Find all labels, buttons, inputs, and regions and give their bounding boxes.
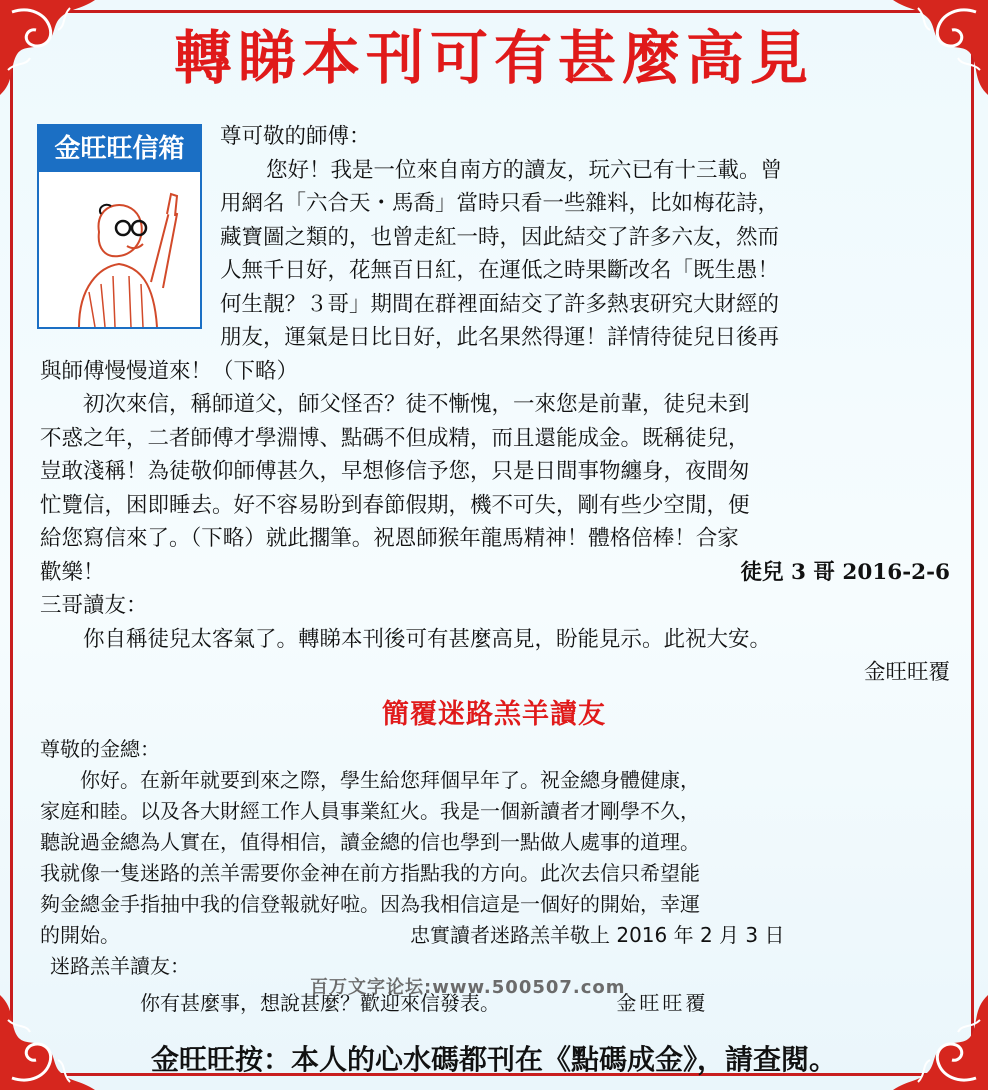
letter-one-line: 人無千日好，花無百日紅，在運低之時果斷改名「既生愚！ [220, 258, 780, 283]
letter-two-signature: 忠實讀者迷路羔羊敬上 2016 年 2 月 3 日 [410, 923, 785, 947]
letter-one-line: 不惑之年，二者師傅才學淵博、點碼不但成精，而且還能成金。既稱徒兒， [40, 425, 750, 451]
reply-one-body: 你自稱徒兒太客氣了。轉睇本刊後可有甚麼高見，盼能見示。此祝大安。 [40, 626, 772, 652]
letter-two-line: 聽說過金總為人實在，值得相信，讀金總的信也學到一點做人處事的道理。 [40, 830, 700, 854]
reply-one-salutation: 三哥讀友： [40, 593, 148, 618]
letter-two-line: 夠金總金手指抽中我的信登報就好啦。因為我相信這是一個好的開始，幸運 [40, 892, 700, 916]
letter-one-line: 藏寶圖之類的，也曾走紅一時，因此結交了許多六友，然而 [220, 224, 780, 250]
letter-one-line: 給您寫信來了。（下略）就此擱筆。祝恩師猴年龍馬精神！體格倍棒！合家 [40, 526, 739, 551]
letter-one [40, 120, 950, 690]
reply-two-signature: 金旺旺覆 [616, 991, 709, 1015]
letter-two-line: 的開始。 [40, 923, 120, 947]
letter-one-signature: 徒兒 3 哥 2016-2-6 [740, 559, 950, 585]
column-label: 金旺旺信箱 [39, 126, 200, 172]
section-subtitle: 簡覆迷路羔羊讀友 [382, 699, 606, 730]
reply-two-salutation: 迷路羔羊讀友： [50, 954, 190, 978]
letter-two-line: 你好。在新年就要到來之際，學生給您拜個早年了。祝金總身體健康， [40, 768, 700, 792]
letter-one-line: 豈敢淺稱！為徒敬仰師傅甚久，早想修信予您，只是日間事物纏身，夜間匆 [40, 459, 750, 484]
letter-one-line: 用網名「六合天・馬喬」當時只看一些雜料，比如梅花詩， [220, 191, 780, 216]
letter-one-line: 您好！我是一位來自南方的讀友，玩六已有十三載。曾 [266, 157, 783, 183]
footer-note: 金旺旺按：本人的心水碼都刊在《點碼成金》，請查閱。 [150, 1043, 837, 1076]
reply-two-text: 你有甚麼事，想說甚麼？歡迎來信發表。 [140, 991, 500, 1015]
reply-one-signature: 金旺旺覆 [863, 660, 950, 685]
letter-one-line: 歡樂！ [40, 559, 105, 585]
letter-one-salutation: 尊可敬的師傅： [220, 124, 371, 149]
letter-one-line: 何生靚？３哥」期間在群裡面結交了許多熱衷研究大財經的 [220, 291, 780, 317]
headline: 轉睇本刊可有甚麼高見 [173, 24, 814, 92]
letter-one-line: 初次來信，稱師道父，師父怪否？徒不慚愧，一來您是前輩，徒兒未到 [40, 392, 750, 417]
letter-one-line: 與師傅慢慢道來！（下略） [40, 358, 299, 384]
letter-two-line: 我就像一隻迷路的羔羊需要你金神在前方指點我的方向。此次去信只希望能 [40, 861, 700, 885]
watermark: 百万文字论坛:www.500507.com [310, 977, 626, 998]
letter-two-line: 家庭和睦。以及各大財經工作人員事業紅火。我是一個新讀者才剛學不久， [40, 799, 700, 823]
letter-two-salutation: 尊敬的金總： [40, 737, 160, 761]
letter-one-line: 忙覽信，困即睡去。好不容易盼到春節假期，機不可失，剛有些少空閒，便 [40, 492, 750, 518]
letter-one-line: 朋友，運氣是日比日好，此名果然得運！詳情待徒兒日後再 [220, 325, 780, 350]
